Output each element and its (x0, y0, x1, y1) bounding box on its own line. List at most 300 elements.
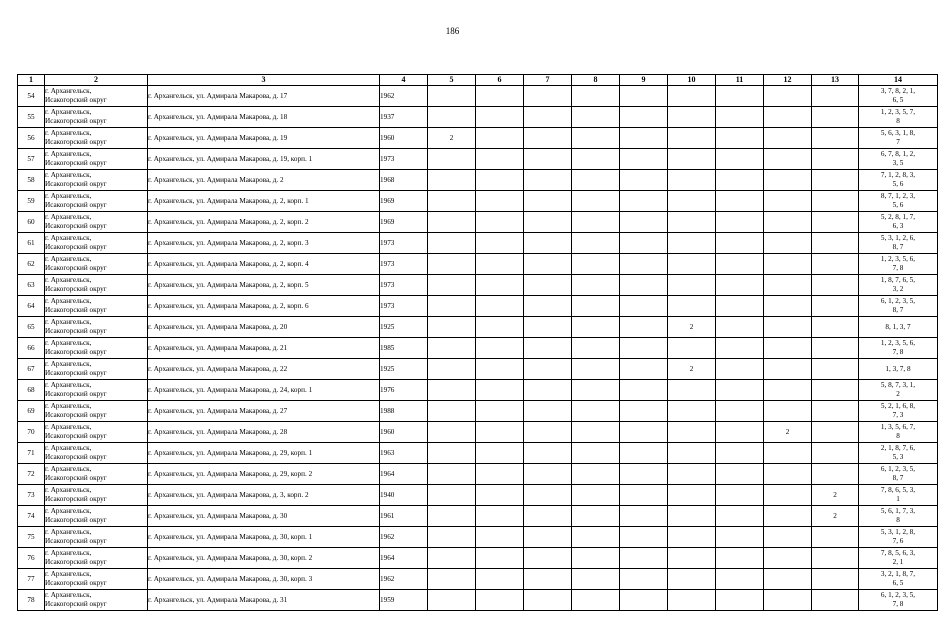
row-number-cell: 63 (18, 275, 45, 296)
value-cell-5 (428, 233, 476, 254)
value-cell-5 (428, 275, 476, 296)
column-header-10: 10 (668, 75, 716, 86)
locality-cell (45, 275, 148, 296)
row-number-cell: 69 (18, 401, 45, 422)
value-cell-6 (476, 443, 524, 464)
value-cell-7 (524, 506, 572, 527)
table-row (18, 233, 938, 254)
sequence-line: 7, 8, 6, 5, 3, (880, 486, 916, 494)
address-cell: г. Архангельск, ул. Адмирала Макарова, д. 2, корп. 2 (148, 212, 380, 233)
address-cell: г. Архангельск, ул. Адмирала Макарова, д. 19 (148, 128, 380, 149)
value-cell-12 (764, 359, 812, 380)
value-cell-10 (668, 212, 716, 233)
value-cell-12 (764, 107, 812, 128)
value-cell-6 (476, 191, 524, 212)
year-cell: 1962 (380, 86, 428, 107)
housing-register-table (17, 74, 938, 611)
locality-line: Исакогорский округ (45, 579, 107, 587)
column-header-8: 8 (572, 75, 620, 86)
value-cell-11 (716, 170, 764, 191)
locality-line: Исакогорский округ (45, 264, 107, 272)
value-cell-12 (764, 590, 812, 611)
value-cell-10 (668, 569, 716, 590)
sequence-line: 1, 2, 3, 5, 7, (880, 108, 916, 116)
locality-cell (45, 338, 148, 359)
value-cell-9 (620, 233, 668, 254)
value-cell-6 (476, 296, 524, 317)
value-cell-10 (668, 506, 716, 527)
value-cell-11 (716, 254, 764, 275)
value-cell-6 (476, 506, 524, 527)
value-cell-6 (476, 380, 524, 401)
value-cell-9 (620, 506, 668, 527)
value-cell-9 (620, 128, 668, 149)
sequence-cell (859, 422, 938, 443)
sequence-line: 5, 6 (892, 201, 904, 209)
value-cell-9 (620, 359, 668, 380)
value-cell-12 (764, 317, 812, 338)
locality-line: г. Архангельск, (45, 486, 92, 494)
locality-cell (45, 506, 148, 527)
value-cell-7 (524, 527, 572, 548)
sequence-line: 3, 2, 1, 8, 7, (880, 570, 916, 578)
value-cell-10 (668, 86, 716, 107)
value-cell-9 (620, 254, 668, 275)
value-cell-7 (524, 548, 572, 569)
value-cell-6 (476, 233, 524, 254)
value-cell-12: 2 (764, 422, 812, 443)
value-cell-13 (812, 170, 859, 191)
value-cell-10: 2 (668, 317, 716, 338)
value-cell-11 (716, 548, 764, 569)
address-cell: г. Архангельск, ул. Адмирала Макарова, д. 2, корп. 5 (148, 275, 380, 296)
sequence-line: 6, 5 (892, 96, 904, 104)
locality-line: г. Архангельск, (45, 192, 92, 200)
table-row (18, 380, 938, 401)
value-cell-6 (476, 590, 524, 611)
value-cell-6 (476, 275, 524, 296)
value-cell-9 (620, 422, 668, 443)
value-cell-11 (716, 590, 764, 611)
value-cell-5: 2 (428, 128, 476, 149)
locality-cell (45, 254, 148, 275)
row-number-cell: 60 (18, 212, 45, 233)
year-cell: 1960 (380, 128, 428, 149)
year-cell: 1973 (380, 149, 428, 170)
address-cell: г. Архангельск, ул. Адмирала Макарова, д. 24, корп. 1 (148, 380, 380, 401)
value-cell-10 (668, 338, 716, 359)
value-cell-5 (428, 107, 476, 128)
value-cell-13 (812, 233, 859, 254)
value-cell-11 (716, 128, 764, 149)
value-cell-10 (668, 590, 716, 611)
value-cell-9 (620, 191, 668, 212)
value-cell-10 (668, 527, 716, 548)
sequence-cell (859, 128, 938, 149)
value-cell-11 (716, 422, 764, 443)
value-cell-5 (428, 359, 476, 380)
year-cell: 1969 (380, 191, 428, 212)
sequence-line: 6, 1, 2, 3, 5, (880, 297, 916, 305)
address-cell: г. Архангельск, ул. Адмирала Макарова, д. 20 (148, 317, 380, 338)
value-cell-9 (620, 149, 668, 170)
value-cell-7 (524, 590, 572, 611)
address-cell: г. Архангельск, ул. Адмирала Макарова, д. 18 (148, 107, 380, 128)
value-cell-11 (716, 149, 764, 170)
locality-line: Исакогорский округ (45, 537, 107, 545)
sequence-cell (859, 317, 938, 338)
value-cell-6 (476, 86, 524, 107)
sequence-line: 7, 6 (892, 537, 904, 545)
address-cell: г. Архангельск, ул. Адмирала Макарова, д. 22 (148, 359, 380, 380)
value-cell-12 (764, 149, 812, 170)
locality-cell (45, 149, 148, 170)
value-cell-7 (524, 485, 572, 506)
column-header-3: 3 (148, 75, 380, 86)
locality-cell (45, 359, 148, 380)
table-row (18, 170, 938, 191)
year-cell: 1969 (380, 212, 428, 233)
year-cell: 1960 (380, 422, 428, 443)
value-cell-11 (716, 86, 764, 107)
sequence-line: 1, 2, 3, 5, 6, (880, 339, 916, 347)
locality-line: г. Архангельск, (45, 444, 92, 452)
value-cell-6 (476, 170, 524, 191)
locality-cell (45, 128, 148, 149)
value-cell-6 (476, 401, 524, 422)
value-cell-11 (716, 338, 764, 359)
address-cell: г. Архангельск, ул. Адмирала Макарова, д. 3, корп. 2 (148, 485, 380, 506)
value-cell-13 (812, 548, 859, 569)
value-cell-11 (716, 212, 764, 233)
sequence-cell (859, 380, 938, 401)
value-cell-13 (812, 212, 859, 233)
value-cell-13 (812, 275, 859, 296)
value-cell-7 (524, 401, 572, 422)
value-cell-8 (572, 128, 620, 149)
value-cell-6 (476, 212, 524, 233)
value-cell-8 (572, 380, 620, 401)
sequence-cell (859, 191, 938, 212)
sequence-cell (859, 212, 938, 233)
value-cell-5 (428, 527, 476, 548)
value-cell-7 (524, 443, 572, 464)
sequence-line: 3, 7, 8, 2, 1, (880, 87, 916, 95)
locality-line: г. Архангельск, (45, 129, 92, 137)
locality-line: Исакогорский округ (45, 327, 107, 335)
locality-line: Исакогорский округ (45, 516, 107, 524)
locality-cell (45, 443, 148, 464)
row-number-cell: 59 (18, 191, 45, 212)
value-cell-12 (764, 548, 812, 569)
table-row (18, 338, 938, 359)
row-number-cell: 61 (18, 233, 45, 254)
value-cell-5 (428, 380, 476, 401)
locality-line: г. Архангельск, (45, 213, 92, 221)
table-row (18, 275, 938, 296)
value-cell-6 (476, 128, 524, 149)
value-cell-9 (620, 338, 668, 359)
value-cell-8 (572, 86, 620, 107)
value-cell-7 (524, 170, 572, 191)
value-cell-11 (716, 401, 764, 422)
value-cell-5 (428, 401, 476, 422)
value-cell-13 (812, 569, 859, 590)
row-number-cell: 73 (18, 485, 45, 506)
sequence-line: 5, 6 (892, 180, 904, 188)
sequence-line: 5, 3 (892, 453, 904, 461)
sequence-line: 2, 1, 8, 7, 6, (880, 444, 916, 452)
value-cell-8 (572, 485, 620, 506)
sequence-line: 3, 2 (892, 285, 904, 293)
value-cell-5 (428, 170, 476, 191)
year-cell: 1968 (380, 170, 428, 191)
sequence-cell (859, 170, 938, 191)
table-row (18, 296, 938, 317)
locality-line: г. Архангельск, (45, 507, 92, 515)
value-cell-8 (572, 464, 620, 485)
value-cell-8 (572, 338, 620, 359)
sequence-cell (859, 506, 938, 527)
value-cell-11 (716, 191, 764, 212)
value-cell-7 (524, 128, 572, 149)
value-cell-12 (764, 401, 812, 422)
value-cell-9 (620, 485, 668, 506)
row-number-cell: 67 (18, 359, 45, 380)
locality-line: Исакогорский округ (45, 495, 107, 503)
column-header-5: 5 (428, 75, 476, 86)
locality-line: Исакогорский округ (45, 117, 107, 125)
value-cell-6 (476, 338, 524, 359)
value-cell-9 (620, 548, 668, 569)
value-cell-13: 2 (812, 506, 859, 527)
value-cell-13 (812, 590, 859, 611)
sequence-line: 6, 7, 8, 1, 2, (880, 150, 916, 158)
sequence-line: 5, 3, 1, 2, 8, (880, 528, 916, 536)
sequence-line: 8, 1, 3, 7 (885, 322, 911, 331)
locality-cell (45, 296, 148, 317)
value-cell-6 (476, 149, 524, 170)
value-cell-8 (572, 233, 620, 254)
page-number: 186 (445, 26, 460, 36)
locality-cell (45, 191, 148, 212)
value-cell-8 (572, 149, 620, 170)
locality-line: Исакогорский округ (45, 369, 107, 377)
sequence-line: 1, 2, 3, 5, 6, (880, 255, 916, 263)
locality-cell (45, 86, 148, 107)
locality-line: г. Архангельск, (45, 276, 92, 284)
value-cell-13 (812, 107, 859, 128)
value-cell-5 (428, 296, 476, 317)
year-cell: 1973 (380, 275, 428, 296)
value-cell-8 (572, 107, 620, 128)
value-cell-7 (524, 107, 572, 128)
sequence-cell (859, 464, 938, 485)
value-cell-11 (716, 506, 764, 527)
sequence-cell (859, 275, 938, 296)
sequence-line: 7, 8, 5, 6, 3, (880, 549, 916, 557)
value-cell-13 (812, 149, 859, 170)
table-row (18, 107, 938, 128)
address-cell: г. Архангельск, ул. Адмирала Макарова, д. 30 (148, 506, 380, 527)
table-row (18, 191, 938, 212)
sequence-line: 5, 6, 1, 7, 3, (880, 507, 916, 515)
value-cell-5 (428, 254, 476, 275)
year-cell: 1976 (380, 380, 428, 401)
value-cell-7 (524, 359, 572, 380)
locality-line: Исакогорский округ (45, 222, 107, 230)
table-row (18, 548, 938, 569)
value-cell-13 (812, 359, 859, 380)
sequence-cell (859, 233, 938, 254)
sequence-line: 8 (896, 516, 900, 524)
row-number-cell: 62 (18, 254, 45, 275)
value-cell-7 (524, 317, 572, 338)
value-cell-12 (764, 464, 812, 485)
locality-line: г. Архангельск, (45, 255, 92, 263)
sequence-line: 7, 8 (892, 600, 904, 608)
locality-line: Исакогорский округ (45, 558, 107, 566)
value-cell-6 (476, 485, 524, 506)
locality-cell (45, 569, 148, 590)
value-cell-7 (524, 296, 572, 317)
year-cell: 1985 (380, 338, 428, 359)
row-number-cell: 75 (18, 527, 45, 548)
value-cell-6 (476, 464, 524, 485)
year-cell: 1963 (380, 443, 428, 464)
value-cell-9 (620, 464, 668, 485)
value-cell-12 (764, 233, 812, 254)
column-header-7: 7 (524, 75, 572, 86)
value-cell-12 (764, 380, 812, 401)
value-cell-9 (620, 569, 668, 590)
header-row (18, 75, 938, 86)
row-number-cell: 74 (18, 506, 45, 527)
value-cell-13 (812, 128, 859, 149)
locality-line: г. Архангельск, (45, 465, 92, 473)
value-cell-5 (428, 443, 476, 464)
address-cell: г. Архангельск, ул. Адмирала Макарова, д. 30, корп. 1 (148, 527, 380, 548)
value-cell-13 (812, 317, 859, 338)
value-cell-8 (572, 254, 620, 275)
value-cell-12 (764, 275, 812, 296)
sequence-line: 5, 6, 3, 1, 8, (880, 129, 916, 137)
value-cell-11 (716, 569, 764, 590)
sequence-line: 5, 2, 1, 6, 8, (880, 402, 916, 410)
year-cell: 1973 (380, 296, 428, 317)
address-cell: г. Архангельск, ул. Адмирала Макарова, д. 17 (148, 86, 380, 107)
value-cell-5 (428, 464, 476, 485)
value-cell-10 (668, 191, 716, 212)
value-cell-8 (572, 548, 620, 569)
year-cell: 1959 (380, 590, 428, 611)
value-cell-5 (428, 485, 476, 506)
value-cell-8 (572, 191, 620, 212)
value-cell-7 (524, 422, 572, 443)
locality-line: Исакогорский округ (45, 474, 107, 482)
locality-cell (45, 107, 148, 128)
row-number-cell: 76 (18, 548, 45, 569)
locality-line: г. Архангельск, (45, 171, 92, 179)
table-row (18, 590, 938, 611)
value-cell-8 (572, 569, 620, 590)
column-header-4: 4 (380, 75, 428, 86)
value-cell-10 (668, 254, 716, 275)
value-cell-5 (428, 317, 476, 338)
row-number-cell: 72 (18, 464, 45, 485)
locality-line: г. Архангельск, (45, 570, 92, 578)
value-cell-5 (428, 590, 476, 611)
sequence-cell (859, 401, 938, 422)
value-cell-12 (764, 212, 812, 233)
value-cell-5 (428, 338, 476, 359)
sequence-line: 1, 3, 7, 8 (885, 364, 911, 373)
row-number-cell: 54 (18, 86, 45, 107)
sequence-cell (859, 569, 938, 590)
sequence-cell (859, 338, 938, 359)
year-cell: 1988 (380, 401, 428, 422)
value-cell-7 (524, 338, 572, 359)
locality-line: Исакогорский округ (45, 453, 107, 461)
value-cell-12 (764, 128, 812, 149)
locality-line: Исакогорский округ (45, 306, 107, 314)
locality-cell (45, 212, 148, 233)
value-cell-6 (476, 359, 524, 380)
sequence-cell (859, 548, 938, 569)
value-cell-12 (764, 443, 812, 464)
value-cell-11 (716, 485, 764, 506)
value-cell-10 (668, 128, 716, 149)
value-cell-6 (476, 317, 524, 338)
locality-cell (45, 233, 148, 254)
value-cell-7 (524, 569, 572, 590)
sequence-line: 1 (896, 495, 900, 503)
value-cell-8 (572, 443, 620, 464)
row-number-cell: 66 (18, 338, 45, 359)
value-cell-8 (572, 212, 620, 233)
value-cell-7 (524, 212, 572, 233)
value-cell-11 (716, 275, 764, 296)
table-row (18, 401, 938, 422)
locality-cell (45, 485, 148, 506)
sequence-line: 8, 7 (892, 474, 904, 482)
value-cell-11 (716, 443, 764, 464)
year-cell: 1962 (380, 527, 428, 548)
locality-line: Исакогорский округ (45, 180, 107, 188)
value-cell-11 (716, 296, 764, 317)
value-cell-10 (668, 233, 716, 254)
value-cell-9 (620, 212, 668, 233)
value-cell-9 (620, 527, 668, 548)
address-cell: г. Архангельск, ул. Адмирала Макарова, д. 2, корп. 4 (148, 254, 380, 275)
sequence-line: 3, 5 (892, 159, 904, 167)
sequence-cell (859, 149, 938, 170)
sequence-line: 8, 7 (892, 243, 904, 251)
table-row (18, 443, 938, 464)
sequence-cell (859, 527, 938, 548)
locality-line: Исакогорский округ (45, 96, 107, 104)
locality-line: г. Архангельск, (45, 360, 92, 368)
value-cell-6 (476, 548, 524, 569)
value-cell-9 (620, 380, 668, 401)
sequence-line: 6, 1, 2, 3, 5, (880, 591, 916, 599)
address-cell: г. Архангельск, ул. Адмирала Макарова, д. 29, корп. 1 (148, 443, 380, 464)
locality-line: Исакогорский округ (45, 390, 107, 398)
value-cell-5 (428, 149, 476, 170)
row-number-cell: 70 (18, 422, 45, 443)
table-row (18, 212, 938, 233)
sequence-cell (859, 86, 938, 107)
